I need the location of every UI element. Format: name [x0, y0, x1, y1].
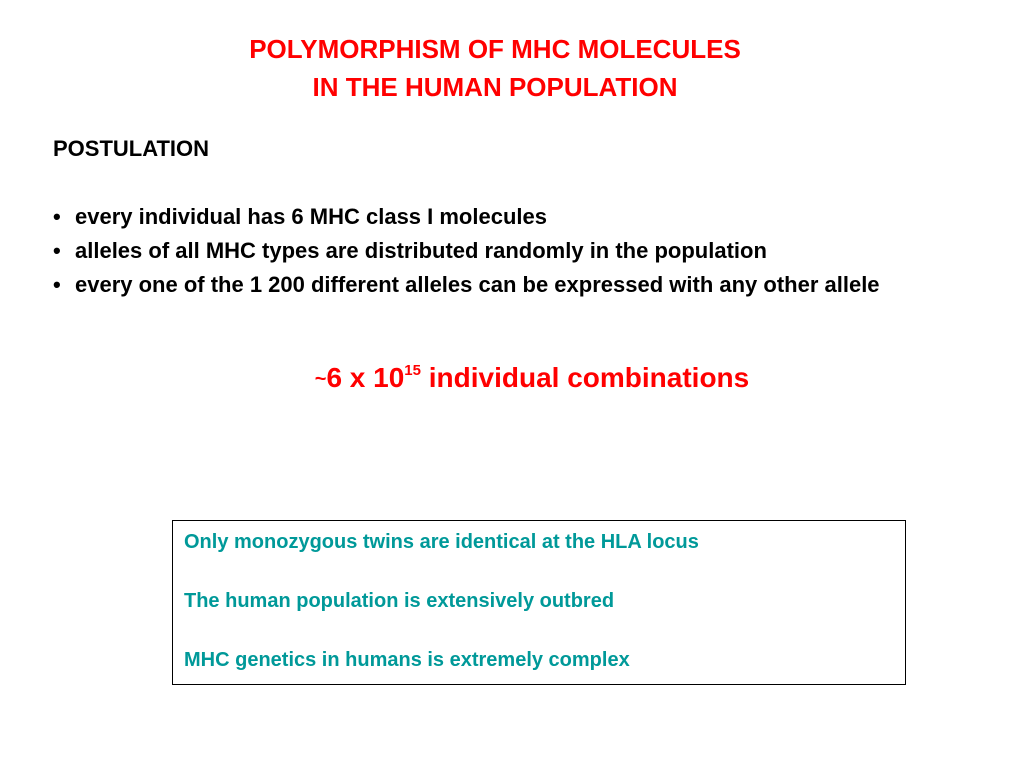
conclusion-box	[172, 520, 906, 685]
conclusion-line: The human population is extensively outbred	[184, 590, 615, 612]
bullet-icon: •	[53, 238, 61, 263]
list-item-text: alleles of all MHC types are distributed randomly in the population	[75, 238, 767, 263]
list-item-text: every individual has 6 MHC class I molecules	[75, 204, 547, 229]
bullet-icon: •	[53, 204, 61, 229]
bullet-icon: •	[53, 272, 61, 297]
postulation-list	[53, 200, 1003, 302]
slide-title-line-1: POLYMORPHISM OF MHC MOLECULES	[249, 34, 741, 64]
postulation-heading: POSTULATION	[53, 136, 210, 161]
slide-title	[0, 30, 990, 106]
list-item	[53, 200, 1003, 234]
approx-symbol: ~	[314, 368, 327, 390]
conclusion-line: Only monozygous twins are identical at the HLA locus	[184, 531, 699, 553]
list-item	[53, 234, 1003, 268]
combinations-statement	[0, 362, 1024, 394]
combinations-exponent: 15	[404, 362, 421, 379]
list-item-text: every one of the 1 200 different alleles can be expressed with any other allele	[75, 272, 880, 297]
slide-title-line-2: IN THE HUMAN POPULATION	[312, 72, 678, 102]
combinations-suffix: individual combinations	[420, 362, 750, 393]
conclusion-line: MHC genetics in humans is extremely complex	[184, 649, 630, 671]
combinations-base: 6 x 10	[326, 362, 405, 393]
list-item	[53, 268, 1003, 302]
